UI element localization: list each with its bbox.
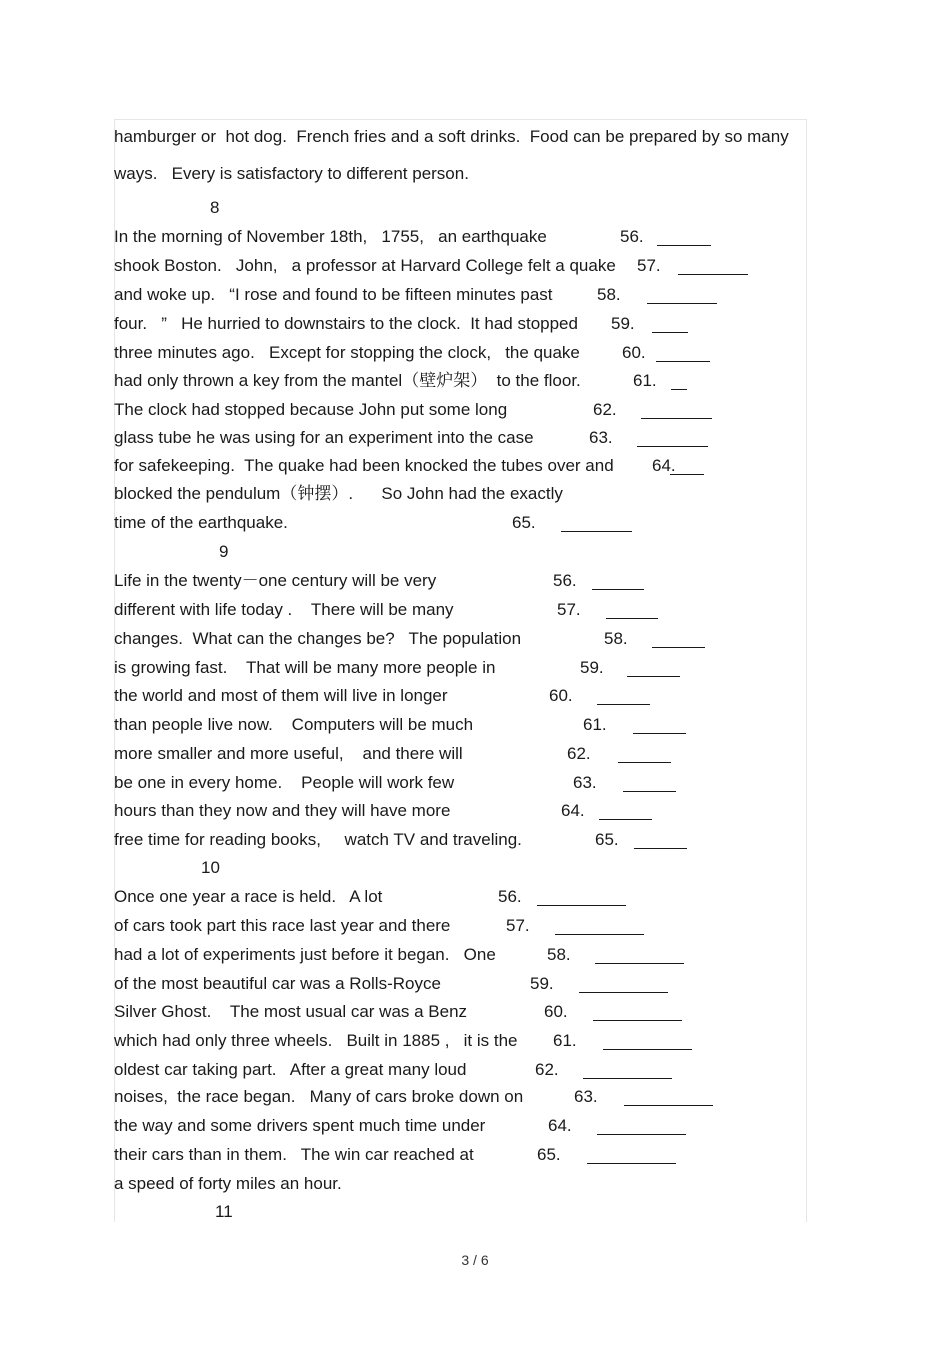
answer-blank[interactable] bbox=[599, 819, 652, 820]
answer-blank[interactable] bbox=[652, 332, 688, 333]
passage-line: noises, the race began. Many of cars broke down on bbox=[114, 1087, 524, 1106]
question-number: 63. bbox=[573, 773, 597, 792]
intro-line-1: hamburger or hot dog. French fries and a soft drinks. Food can be prepared by so many bbox=[114, 127, 789, 146]
passage-line: Once one year a race is held. A lot bbox=[114, 887, 383, 906]
passage-line: had a lot of experiments just before it began. One bbox=[114, 945, 496, 964]
passage-line: of the most beautiful car was a Rolls-Royce bbox=[114, 974, 441, 993]
question-number: 64. bbox=[652, 456, 676, 475]
passage-line: be one in every home. People will work few bbox=[114, 773, 455, 792]
answer-blank[interactable] bbox=[555, 934, 644, 935]
passage-line: than people live now. Computers will be much bbox=[114, 715, 474, 734]
question-number: 61. bbox=[633, 371, 657, 390]
answer-blank[interactable] bbox=[595, 963, 684, 964]
answer-blank[interactable] bbox=[657, 245, 711, 246]
answer-blank[interactable] bbox=[603, 1049, 692, 1050]
answer-blank[interactable] bbox=[561, 531, 632, 532]
passage-line: their cars than in them. The win car reached at bbox=[114, 1145, 474, 1164]
section-number: 8 bbox=[210, 198, 220, 217]
answer-blank[interactable] bbox=[652, 647, 705, 648]
question-number: 62. bbox=[535, 1060, 559, 1079]
passage-line: the way and some drivers spent much time under bbox=[114, 1116, 486, 1135]
question-number: 57. bbox=[506, 916, 530, 935]
question-number: 58. bbox=[597, 285, 621, 304]
answer-blank[interactable] bbox=[592, 589, 644, 590]
answer-blank[interactable] bbox=[624, 1105, 713, 1106]
passage-line: four. ” He hurried to downstairs to the clock. It had stopped bbox=[114, 314, 578, 333]
question-number: 59. bbox=[530, 974, 554, 993]
passage-line: free time for reading books, watch TV and traveling. bbox=[114, 830, 522, 849]
question-number: 59. bbox=[580, 658, 604, 677]
answer-blank[interactable] bbox=[579, 992, 668, 993]
question-number: 62. bbox=[567, 744, 591, 763]
question-number: 65. bbox=[537, 1145, 561, 1164]
passage-line: The clock had stopped because John put some long bbox=[114, 400, 508, 419]
answer-blank[interactable] bbox=[627, 676, 680, 677]
passage-line: changes. What can the changes be? The population bbox=[114, 629, 522, 648]
passage-line: more smaller and more useful, and there will bbox=[114, 744, 463, 763]
answer-blank[interactable] bbox=[633, 733, 686, 734]
answer-blank[interactable] bbox=[623, 791, 676, 792]
question-number: 63. bbox=[574, 1087, 598, 1106]
answer-blank[interactable] bbox=[597, 704, 650, 705]
answer-blank[interactable] bbox=[647, 303, 717, 304]
intro-line-2: ways. Every is satisfactory to different person. bbox=[114, 164, 469, 183]
answer-blank[interactable] bbox=[634, 848, 687, 849]
question-number: 64. bbox=[561, 801, 585, 820]
answer-blank[interactable] bbox=[637, 446, 708, 447]
question-number: 59. bbox=[611, 314, 635, 333]
question-number: 57. bbox=[637, 256, 661, 275]
question-number: 60. bbox=[544, 1002, 568, 1021]
passage-line: the world and most of them will live in longer bbox=[114, 686, 448, 705]
section-number: 11 bbox=[215, 1202, 233, 1221]
question-number: 61. bbox=[553, 1031, 577, 1050]
question-number: 63. bbox=[589, 428, 613, 447]
passage-line: oldest car taking part. After a great many loud bbox=[114, 1060, 467, 1079]
answer-blank[interactable] bbox=[537, 905, 626, 906]
passage-line: Silver Ghost. The most usual car was a Benz bbox=[114, 1002, 468, 1021]
question-number: 56. bbox=[620, 227, 644, 246]
question-number: 65. bbox=[595, 830, 619, 849]
question-number: 64. bbox=[548, 1116, 572, 1135]
question-number: 56. bbox=[553, 571, 577, 590]
passage-line: is growing fast. That will be many more people in bbox=[114, 658, 496, 677]
passage-line: glass tube he was using for an experiment into the case bbox=[114, 428, 534, 447]
passage-line: time of the earthquake. bbox=[114, 513, 288, 532]
question-number: 56. bbox=[498, 887, 522, 906]
question-number: 58. bbox=[604, 629, 628, 648]
passage-line: In the morning of November 18th, 1755, an earthquake bbox=[114, 227, 547, 246]
passage-line: hours than they now and they will have more bbox=[114, 801, 451, 820]
question-number: 62. bbox=[593, 400, 617, 419]
passage-line: had only thrown a key from the mantel（壁炉架） to the floor. bbox=[114, 371, 581, 390]
passage-line: which had only three wheels. Built in 1885 , it is the bbox=[114, 1031, 518, 1050]
passage-line: shook Boston. John, a professor at Harvard College felt a quake bbox=[114, 256, 616, 275]
question-number: 60. bbox=[622, 343, 646, 362]
answer-blank[interactable] bbox=[671, 389, 687, 390]
answer-blank[interactable] bbox=[583, 1078, 672, 1079]
passage-line: three minutes ago. Except for stopping the clock, the quake bbox=[114, 343, 580, 362]
passage-line: for safekeeping. The quake had been knocked the tubes over and bbox=[114, 456, 614, 475]
passage-line: blocked the pendulum（钟摆）. So John had the exactly bbox=[114, 484, 563, 503]
section-number: 9 bbox=[219, 542, 229, 561]
passage-line: and woke up. “I rose and found to be fifteen minutes past bbox=[114, 285, 553, 304]
answer-blank[interactable] bbox=[641, 418, 712, 419]
answer-blank[interactable] bbox=[618, 762, 671, 763]
passage-line: a speed of forty miles an hour. bbox=[114, 1174, 342, 1193]
answer-blank[interactable] bbox=[593, 1020, 682, 1021]
answer-blank[interactable] bbox=[587, 1163, 676, 1164]
question-number: 65. bbox=[512, 513, 536, 532]
passage-line: different with life today . There will be many bbox=[114, 600, 454, 619]
answer-blank[interactable] bbox=[670, 474, 704, 475]
question-number: 61. bbox=[583, 715, 607, 734]
passage-line: Life in the twenty－one century will be very bbox=[114, 571, 437, 590]
question-number: 57. bbox=[557, 600, 581, 619]
answer-blank[interactable] bbox=[606, 618, 658, 619]
section-number: 10 bbox=[201, 858, 220, 877]
passage-line: of cars took part this race last year and there bbox=[114, 916, 451, 935]
question-number: 58. bbox=[547, 945, 571, 964]
answer-blank[interactable] bbox=[597, 1134, 686, 1135]
answer-blank[interactable] bbox=[656, 361, 710, 362]
question-number: 60. bbox=[549, 686, 573, 705]
page-number: 3 / 6 bbox=[461, 1252, 489, 1268]
answer-blank[interactable] bbox=[678, 274, 748, 275]
